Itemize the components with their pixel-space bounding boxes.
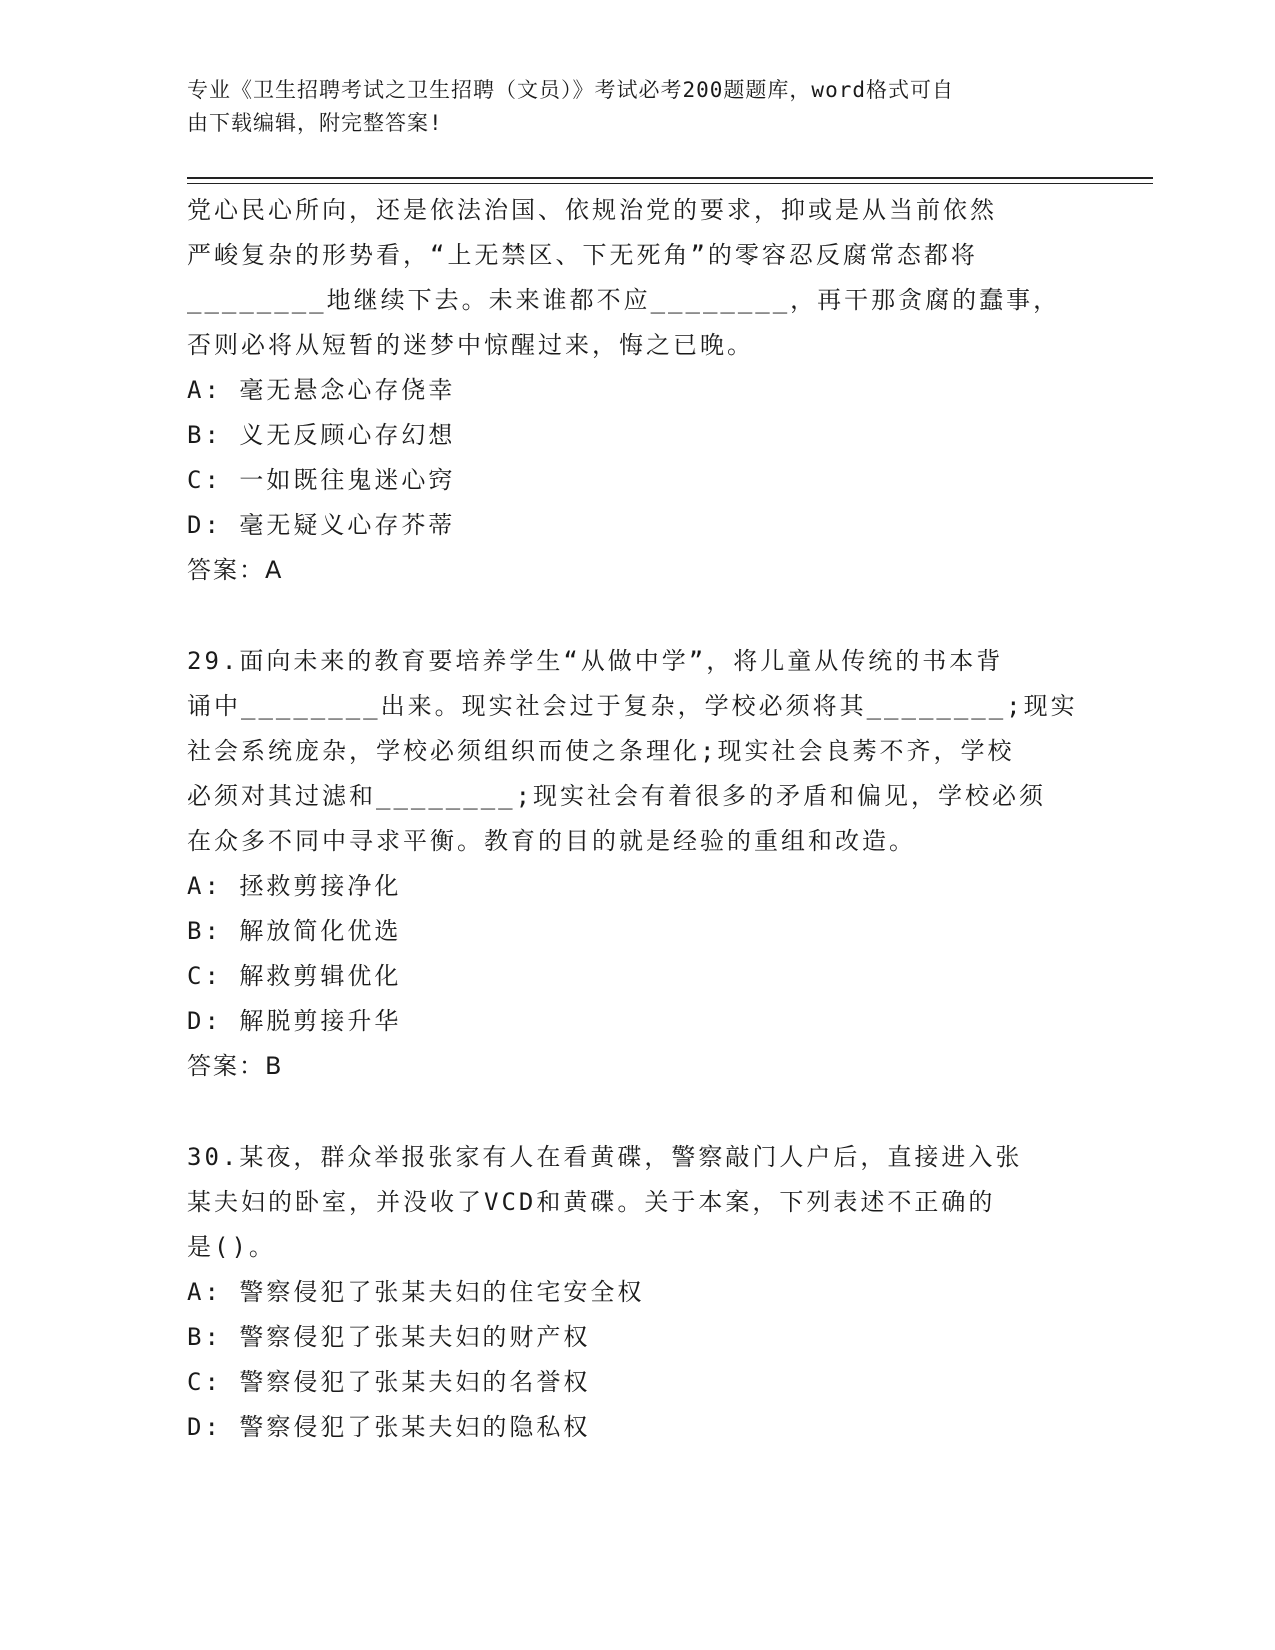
stem-line: 社会系统庞杂，学校必须组织而使之条理化;现实社会良莠不齐，学校: [187, 737, 1015, 765]
option-list: [187, 368, 1087, 548]
option-c: C: 一如既往鬼迷心窍: [187, 466, 456, 494]
question-stem: [187, 1135, 1087, 1270]
option-b: B: 警察侵犯了张某夫妇的财产权: [187, 1323, 591, 1351]
stem-line: 必须对其过滤和________;现实社会有着很多的矛盾和偏见，学校必须: [187, 782, 1047, 810]
header-divider-thick: [187, 177, 1153, 179]
stem-line: 30.某夜，群众举报张家有人在看黄碟，警察敲门人户后，直接进入张: [187, 1143, 1023, 1171]
option-b: B: 义无反顾心存幻想: [187, 421, 456, 449]
option-list: [187, 864, 1087, 1044]
stem-line: 某夫妇的卧室，并没收了VCD和黄碟。关于本案，下列表述不正确的: [187, 1188, 996, 1216]
option-b: B: 解放简化优选: [187, 917, 402, 945]
stem-line: 诵中________出来。现实社会过于复杂，学校必须将其________;现实: [187, 692, 1078, 720]
question-28: [187, 188, 1087, 593]
question-stem: [187, 188, 1087, 368]
header-line-1: 专业《卫生招聘考试之卫生招聘（文员）》考试必考200题题库，word格式可自: [187, 78, 954, 102]
question-stem: [187, 639, 1087, 864]
answer-line: 答案：B: [187, 1052, 284, 1080]
stem-line: 党心民心所向，还是依法治国、依规治党的要求，抑或是从当前依然: [187, 196, 997, 224]
option-d: D: 毫无疑义心存芥蒂: [187, 511, 456, 539]
stem-line: 29.面向未来的教育要培养学生“从做中学”，将儿童从传统的书本背: [187, 647, 1004, 675]
header-divider-thin: [187, 183, 1153, 184]
option-c: C: 解救剪辑优化: [187, 962, 402, 990]
document-header: [187, 74, 1067, 140]
option-list: [187, 1270, 1087, 1450]
option-d: D: 警察侵犯了张某夫妇的隐私权: [187, 1413, 591, 1441]
question-30: [187, 1135, 1087, 1450]
option-c: C: 警察侵犯了张某夫妇的名誉权: [187, 1368, 591, 1396]
stem-line: 否则必将从短暂的迷梦中惊醒过来，悔之已晚。: [187, 331, 754, 359]
option-a: A: 警察侵犯了张某夫妇的住宅安全权: [187, 1278, 645, 1306]
document-body: [187, 188, 1087, 1450]
stem-line: 严峻复杂的形势看，“上无禁区、下无死角”的零容忍反腐常态都将: [187, 241, 978, 269]
answer-line: 答案：A: [187, 556, 284, 584]
stem-line: 是()。: [187, 1233, 276, 1261]
stem-line: ________地继续下去。未来谁都不应________，再干那贪腐的蠢事，: [187, 286, 1061, 314]
spacer: [187, 1089, 1087, 1135]
header-line-2: 由下载编辑，附完整答案!: [187, 111, 443, 135]
question-29: [187, 639, 1087, 1089]
stem-line: 在众多不同中寻求平衡。教育的目的就是经验的重组和改造。: [187, 827, 916, 855]
option-a: A: 毫无悬念心存侥幸: [187, 376, 456, 404]
spacer: [187, 593, 1087, 639]
option-d: D: 解脱剪接升华: [187, 1007, 402, 1035]
option-a: A: 拯救剪接净化: [187, 872, 402, 900]
